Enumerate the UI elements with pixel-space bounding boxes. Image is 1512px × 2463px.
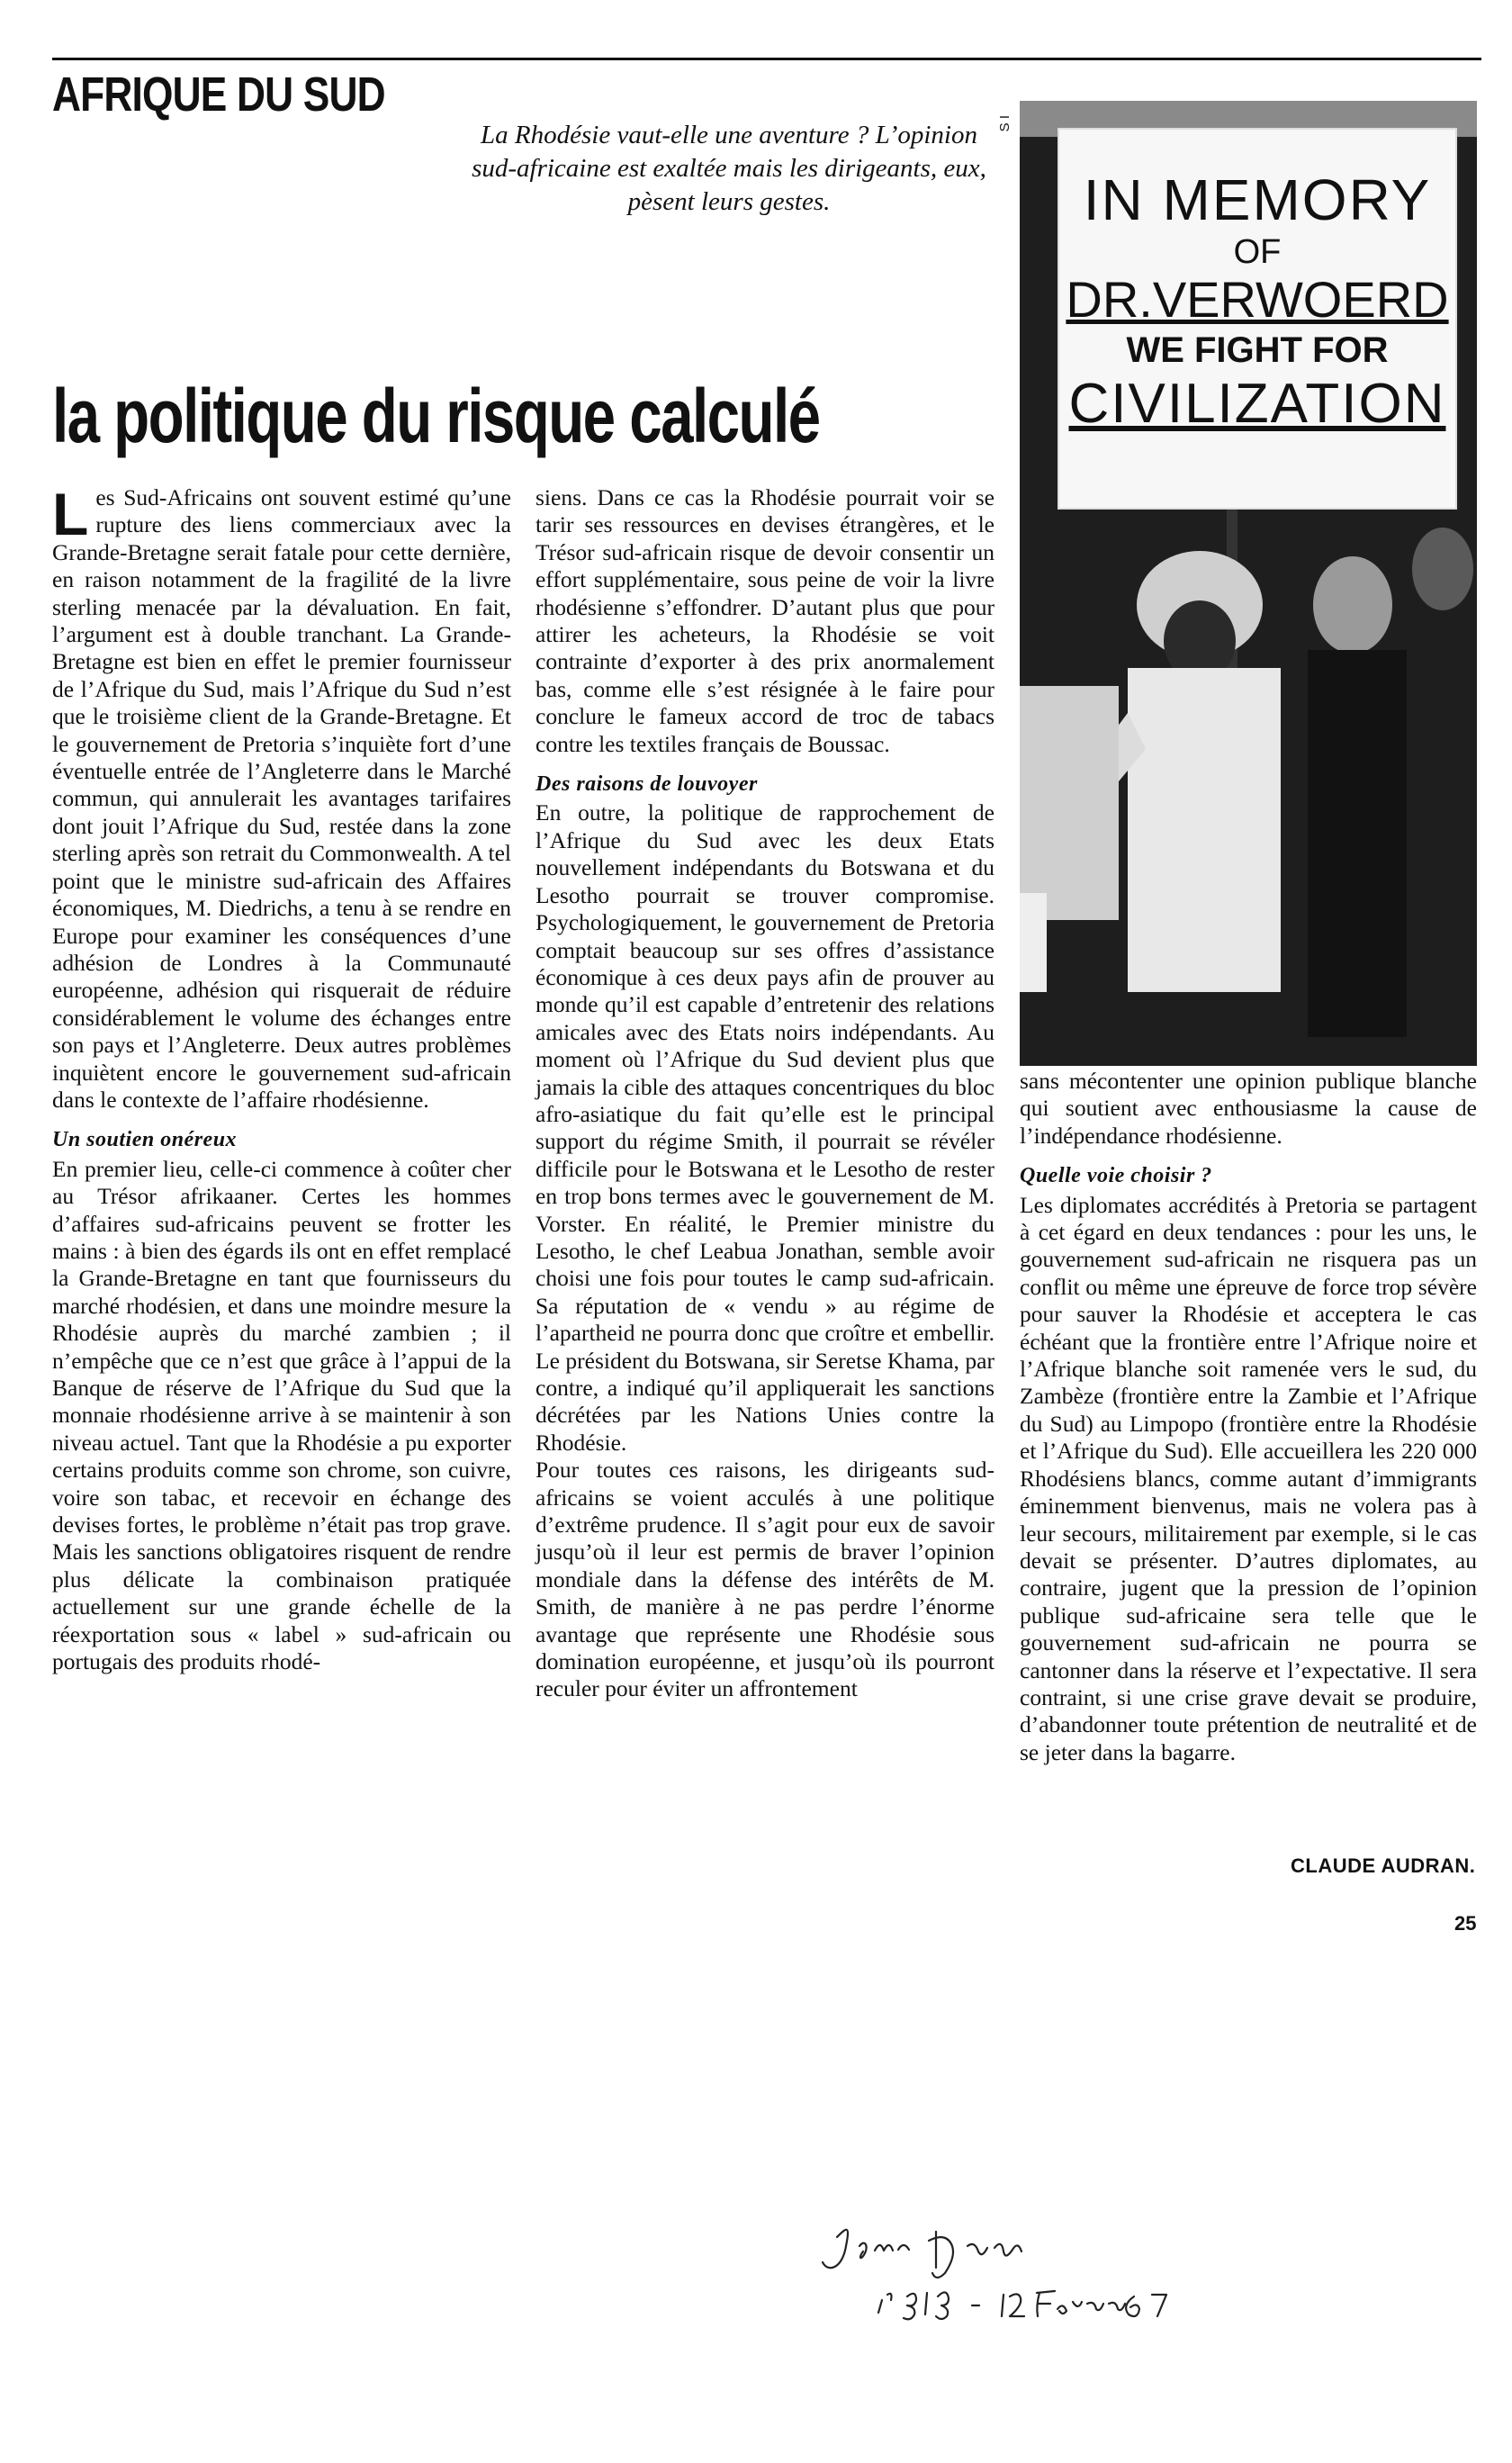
protest-sign: [1058, 128, 1457, 510]
sign-line: CIVILIZATION: [1068, 373, 1446, 435]
paragraph: sans mécontenter une opinion publique blanche qui soutient avec enthousiasme la cause de l’indépendance rhodésienne.: [1020, 1068, 1477, 1149]
headline: la politique du risque calculé: [52, 374, 820, 458]
sign-line: IN MEMORY: [1083, 167, 1432, 232]
paragraph: Les diplomates accrédités à Pretoria se partagent à cet égard en deux tendances : pour les uns, le gouvernement sud-africain ne risquera pas un conflit ou même une épreuve de force trop sévère pour sauver la Rhodésie et acceptera le cas échéant que la frontière entre l’Afrique noire et l’Afrique blanche soit ramenée vers le sud, du Zambèze (frontière entre la Zambie et l’Afrique du Sud) au Limpopo (frontière entre la Rhodésie et l’Afrique du Sud). Elle accueillera les 220 000 Rhodésiens blancs, comme autant d’immigrants éminemment bienvenus, mais ne volera pas à leur secours, militairement par exemple, si le cas devait se présenter. D’autres diplomates, au contraire, jugent que la pression de l’opinion publique sud-africaine sera telle que le gouvernement sud-africain ne pourra se cantonner dans la réserve et l’expectative. Il sera contraint, si une crise grave devait se produire, d’abandonner toute prétention de neutralité et de se jeter dans la bagarre.: [1020, 1191, 1477, 1765]
section-title: AFRIQUE DU SUD: [52, 68, 385, 122]
subheading: Quelle voie choisir ?: [1020, 1164, 1212, 1188]
protest-photo: [1020, 101, 1477, 1066]
paragraph: En premier lieu, celle-ci commence à coûter cher au Trésor afrikaaner. Certes les hommes d’affaires sud-africains peuvent se frotter les mains : à bien des égards ils ont en effet remplacé la Grande-Bretagne en tant que fournisseurs du marché rhodésien, et dans une moindre mesure la Rhodésie auprès du marché zambien ; il n’empêche que ce n’est que grâce à l’appui de la Banque de réserve de l’Afrique du Sud que la monnaie rhodésienne arrive à se maintenir à son niveau actuel. Tant que la Rhodésie a pu exporter certains produits comme son chrome, son cuivre, voire son tabac, et recevoir en échange des devises fortes, le problème n’était pas trop grave. Mais les sanctions obligatoires risquent de rendre plus délicate la combinaison pratiquée actuellement sur une grande échelle de la réexportation sous « label » sud-africain ou portugais des produits rhodé-: [52, 1155, 511, 1675]
subheading: Un soutien onéreux: [52, 1128, 238, 1152]
paragraph: es Sud-Africains ont souvent estimé qu’une rupture des liens commerciaux avec la Grande-Bretagne serait fatale pour cette dernière, en raison notamment de la fragilité de la livre sterling menacée par la dévaluation. En fait, l’argument est à double tranchant. La Grande-Bretagne est bien en effet le premier fournisseur de l’Afrique du Sud, mais l’Afrique du Sud n’est que le troisième client de la Grande-Bretagne. Et le gouvernement de Pretoria s’inquiète fort d’une éventuelle entrée de l’Angleterre dans le Marché commun, qui annulerait les avantages tarifaires dont jouit l’Afrique du Sud, restée dans la zone sterling après son retrait du Commonwealth. A tel point que le ministre sud-africain des Affaires économiques, M. Diedrichs, a tenu à se rendre en Europe pour examiner les conséquences d’une adhésion de Londres à la Communauté européenne, adhésion qui risquerait de réduire considérablement le volume des échanges entre son pays et l’Angleterre. Deux autres problèmes inquiètent encore le gouvernement sud-africain dans le contexte de l’affaire rhodésienne.: [52, 484, 511, 1113]
sign-line: WE FIGHT FOR: [1126, 330, 1389, 370]
sign-line: DR.VERWOERD: [1066, 271, 1449, 328]
paragraph: En outre, la politique de rapprochement de l’Afrique du Sud avec les deux Etats nouvellement indépendants du Botswana et du Lesotho pourrait se trouver compromise. Psychologiquement, le gouvernement de Pretoria comptait beaucoup sur ses offres d’assistance économique à ces deux pays afin de prouver au monde qu’il est capable d’entretenir des relations amicales avec des Etats noirs indépendants. Au moment où l’Afrique du Sud devient plus que jamais la cible des attaques concentriques du bloc afro-asiatique du fait qu’elle est le principal support du régime Smith, il pourrait se révéler difficile pour le Botswana et le Lesotho de rester en trop bons termes avec le gouvernement de M. Vorster. En réalité, le Premier ministre du Lesotho, le chef Leabua Jonathan, semble avoir choisi une fois pour toutes le camp sud-africain. Sa réputation de « vendu » au régime de l’apartheid ne pourra donc que croître et embellir. Le président du Botswana, sir Seretse Khama, par contre, a indiqué qu’il appliquerait les sanctions décrétées par les Nations Unies contre la Rhodésie.: [536, 799, 994, 1456]
deck-subtitle: La Rhodésie vaut-elle une aventure ? L’opinion sud-africaine est exaltée mais les dirigeants, eux, pèsent leurs gestes.: [472, 121, 986, 216]
paragraph: siens. Dans ce cas la Rhodésie pourrait voir se tarir ses ressources en devises étrangères, et le Trésor sud-africain risque de devoir consentir un effort supplémentaire, sous peine de voir la livre rhodésienne s’effondrer. D’autant plus que pour attirer les acheteurs, la Rhodésie se voit contrainte d’exporter à des prix anormalement bas, comme elle s’est résignée à le faire pour conclure le fameux accord de troc de tabacs contre les textiles français de Boussac.: [536, 484, 994, 757]
handwritten-annotation-icon: [810, 2210, 1278, 2327]
photo-credit: S I: [997, 115, 1012, 132]
paragraph: Pour toutes ces raisons, les dirigeants sud-africains se voient acculés à une politique d’extrême prudence. Il s’agit pour eux de savoir jusqu’où il leur est permis de braver l’opinion mondiale dans la défense des intérêts de M. Smith, de manière à ne pas perdre l’énorme avantage que représente une Rhodésie sous domination européenne, et jusqu’où ils pourront reculer pour éviter un affrontement: [536, 1457, 994, 1702]
top-rule: [52, 58, 1481, 60]
subheading: Des raisons de louvoyer: [536, 772, 758, 797]
page-number: 25: [1454, 1912, 1477, 1935]
article-column-1: [52, 481, 511, 1675]
sign-line: OF: [1233, 233, 1282, 271]
author-signature: CLAUDE AUDRAN.: [1291, 1854, 1476, 1877]
article-column-3: [1020, 1068, 1477, 1766]
article-column-2: [536, 484, 994, 1703]
drop-cap: L: [52, 481, 89, 547]
